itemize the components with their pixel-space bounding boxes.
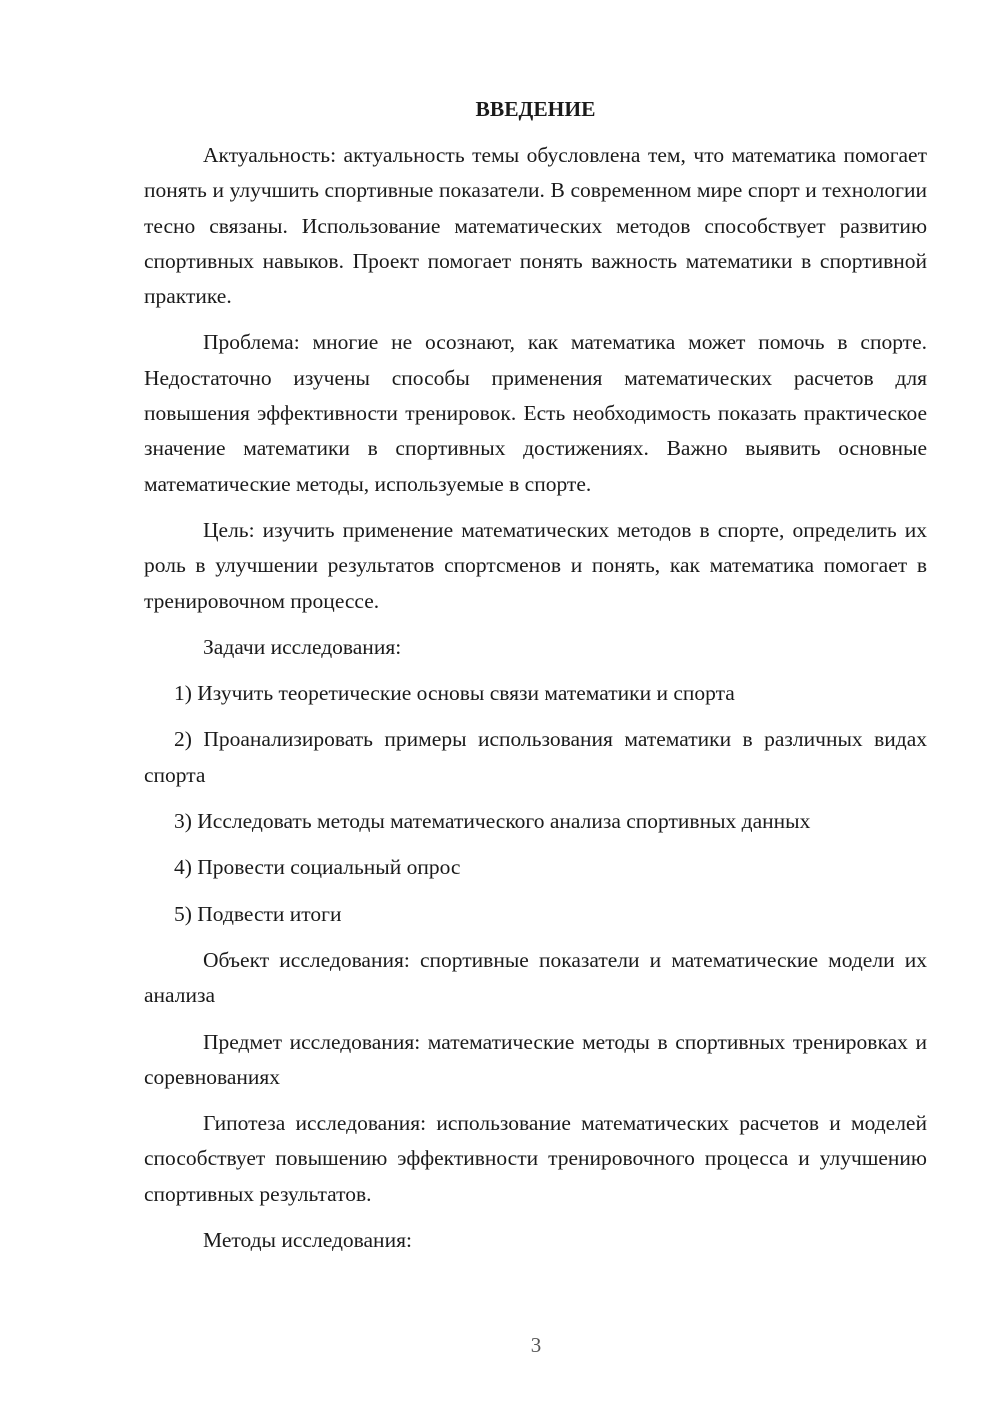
task-item: 2) Проанализировать примеры использования математики в различных видах спорта	[144, 727, 927, 787]
paragraph-subject: Предмет исследования: математические методы в спортивных тренировках и соревнованиях	[144, 1029, 927, 1089]
section-title: ВВЕДЕНИЕ	[475, 97, 596, 121]
tasks-heading: Задачи исследования:	[203, 634, 402, 659]
task-item: 4) Провести социальный опрос	[174, 855, 461, 880]
page-number: 3	[530, 1333, 542, 1357]
paragraph-object: Объект исследования: спортивные показатели и математические модели их анализа	[144, 947, 927, 1008]
document-body	[144, 92, 927, 1269]
paragraph-hypothesis: Гипотеза исследования: использование математических расчетов и моделей способствует повышению эффективности тренировочного процесса и улучшению спортивных результатов.	[144, 1111, 927, 1206]
methods-heading: Методы исследования:	[203, 1228, 412, 1253]
task-item: 3) Исследовать методы математического анализа спортивных данных	[174, 809, 811, 834]
task-item: 5) Подвести итоги	[174, 901, 342, 926]
paragraph-goal: Цель: изучить применение математических методов в спорте, определить их роль в улучшении результатов спортсменов и понять, как математика помогает в тренировочном процессе.	[144, 517, 927, 613]
paragraph-problem: Проблема: многие не осознают, как математика может помочь в спорте. Недостаточно изучены способы применения математических расчетов для повышения эффективности тренировок. Есть необходимость показать практическое значение математики в спортивных достижениях. Важно выявить основные математические методы, используемые в спорте.	[144, 330, 927, 496]
task-item: 1) Изучить теоретические основы связи математики и спорта	[174, 681, 735, 706]
paragraph-relevance: Актуальность: актуальность темы обусловлена тем, что математика помогает понять и улучшить спортивные показатели. В современном мире спорт и технологии тесно связаны. Использование математических методов способствует развитию спортивных навыков. Проект помогает понять важность математики в спортивной практике.	[144, 143, 927, 309]
